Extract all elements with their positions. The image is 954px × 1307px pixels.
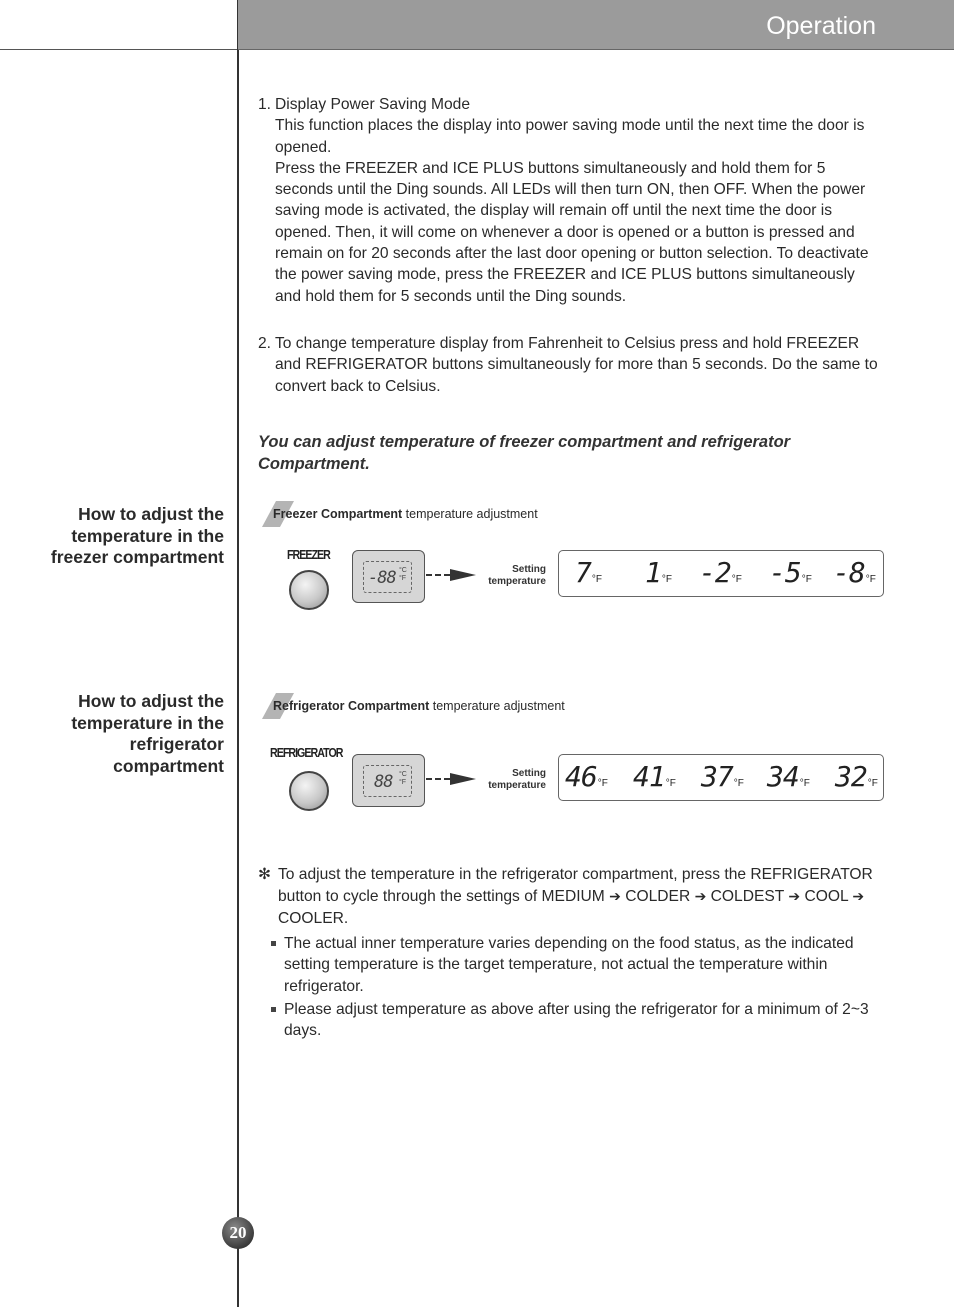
unit-fahrenheit: °F: [399, 779, 407, 786]
temp-setting: [565, 760, 608, 793]
bullet-square-icon: [271, 941, 276, 946]
freezer-button-label: FREEZER: [287, 547, 330, 562]
freezer-temperature-display: [558, 550, 884, 597]
dashed-arrow-line: [426, 574, 450, 576]
mini-display-inner: [363, 561, 412, 593]
refrigerator-temperature-display: [558, 754, 884, 801]
setting-label-line: Setting: [512, 768, 546, 779]
temp-unit: °F: [731, 574, 742, 585]
temp-value: 7: [575, 556, 591, 589]
adjust-note: You can adjust temperature of freezer compartment and refrigerator Compartment.: [258, 433, 791, 473]
temp-value: 1: [645, 556, 661, 589]
temp-value: 37: [701, 760, 733, 793]
mini-display-digits: 88: [374, 772, 393, 792]
section-paragraph: To change temperature display from Fahrenheit to Celsius press and hold FREEZER and REFRIGERATOR buttons simultaneously for more than 5 seconds. Do the same to convert back to Celsius.: [275, 335, 878, 395]
refrigerator-button-label: REFRIGERATOR: [270, 745, 343, 760]
temp-value: 32: [835, 760, 867, 793]
temp-setting: [645, 556, 672, 589]
temp-setting: [767, 760, 810, 793]
bullet-text: Please adjust temperature as above after using the refrigerator for a minimum of 2~3 days.: [284, 1001, 869, 1040]
temp-unit: °F: [591, 574, 602, 585]
arrow-icon: ➔: [609, 887, 621, 904]
setting-temperature-label: [472, 564, 546, 588]
refrigerator-button[interactable]: [289, 771, 329, 811]
temp-setting: [701, 760, 744, 793]
setting-label-line: Setting: [512, 564, 546, 575]
temp-unit: °F: [665, 778, 676, 789]
arrow-icon: ➔: [788, 887, 801, 904]
arrow-icon: ➔: [852, 887, 865, 904]
sub-heading-rest: temperature adjustment: [402, 507, 538, 521]
temp-setting: [575, 556, 602, 589]
temp-unit: °F: [799, 778, 810, 789]
temp-value: 46: [565, 760, 597, 793]
refrigerator-control-panel: [262, 745, 892, 824]
temp-unit: °F: [597, 778, 608, 789]
setting-name: MEDIUM: [541, 887, 605, 905]
temp-value: -2: [699, 556, 731, 589]
freezer-mini-display: [352, 550, 425, 603]
mini-display-digits: -88: [368, 568, 396, 588]
temp-value: 34: [767, 760, 799, 793]
section-title: Display Power Saving Mode: [275, 96, 471, 113]
temp-value: -8: [833, 556, 865, 589]
temp-setting: [769, 556, 812, 589]
unit-fahrenheit: °F: [399, 575, 407, 582]
section-power-saving: [258, 94, 878, 307]
temp-unit: °F: [661, 574, 672, 585]
freezer-button[interactable]: [289, 570, 329, 610]
bullet-text: The actual inner temperature varies depending on the food status, as the indicated setting temperature is the target temperature, not actual the temperature within refrigerator.: [284, 935, 854, 995]
temp-unit: °F: [801, 574, 812, 585]
setting-label-line: temperature: [488, 576, 546, 587]
section-paragraph: Press the FREEZER and ICE PLUS buttons simultaneously and hold them for 5 seconds until the Ding sounds. All LEDs will then turn ON, then OFF. When the power saving mode is activated, the display will remain off until the next time the door is opened. Then, it will come on whenever a door is opened or a button is pressed and remain on for 20 seconds after the last door opening or button selection. To deactivate the power saving mode, press the FREEZER and ICE PLUS buttons simultaneously and hold them for 5 seconds until the Ding sounds.: [275, 159, 869, 305]
temp-setting: [835, 760, 878, 793]
temp-setting: [833, 556, 876, 589]
mini-display-inner: [363, 765, 412, 797]
unit-celsius: °C: [399, 771, 407, 778]
page-title: Operation: [766, 12, 876, 40]
arrow-icon: ➔: [694, 887, 707, 904]
refrigerator-mini-display: [352, 754, 425, 807]
setting-name: COLDEST: [710, 887, 785, 905]
refrigerator-cycle-note: [258, 864, 878, 929]
bullet-square-icon: [271, 1007, 276, 1012]
section-paragraph: This function places the display into power saving mode until the next time the door is opened.: [275, 117, 865, 156]
temp-value: -5: [769, 556, 801, 589]
sub-heading-rest: temperature adjustment: [429, 699, 565, 713]
top-rule: [0, 49, 238, 50]
unit-celsius: °C: [399, 567, 407, 574]
temp-value: 41: [633, 760, 665, 793]
asterisk-icon: ✻: [258, 866, 272, 883]
temp-unit: °F: [867, 778, 878, 789]
setting-name: COOLER.: [278, 909, 349, 927]
mini-display-unit: [399, 567, 407, 583]
note-lead: To adjust the temperature in the refrigerator compartment, press the REFRIGERATOR button to cycle through the settings of: [278, 866, 873, 905]
temp-setting: [699, 556, 742, 589]
section-unit-change: [258, 333, 878, 397]
bullet-item: [271, 933, 871, 997]
temp-setting: [633, 760, 676, 793]
section-number: 1.: [258, 96, 272, 113]
header-bar: [238, 0, 954, 50]
mini-display-unit: [399, 771, 407, 787]
page-number: 20: [222, 1217, 254, 1249]
bullet-item: [271, 999, 871, 1042]
section-number: 2.: [258, 335, 272, 352]
freezer-side-heading: How to adjust the temperature in the freezer compartment: [50, 504, 224, 567]
setting-name: COLDER: [625, 887, 691, 905]
setting-temperature-label: [472, 768, 546, 792]
setting-name: COOL: [804, 887, 849, 905]
temp-unit: °F: [865, 574, 876, 585]
freezer-control-panel: [262, 547, 892, 620]
margin-divider: [237, 0, 239, 1307]
dashed-arrow-line: [426, 778, 450, 780]
sub-heading-bold: Freezer Compartment: [273, 507, 403, 521]
refrigerator-side-heading: How to adjust the temperature in the refrigerator compartment: [71, 691, 224, 776]
setting-label-line: temperature: [488, 780, 546, 791]
temp-unit: °F: [733, 778, 744, 789]
sub-heading-bold: Refrigerator Compartment: [273, 699, 430, 713]
